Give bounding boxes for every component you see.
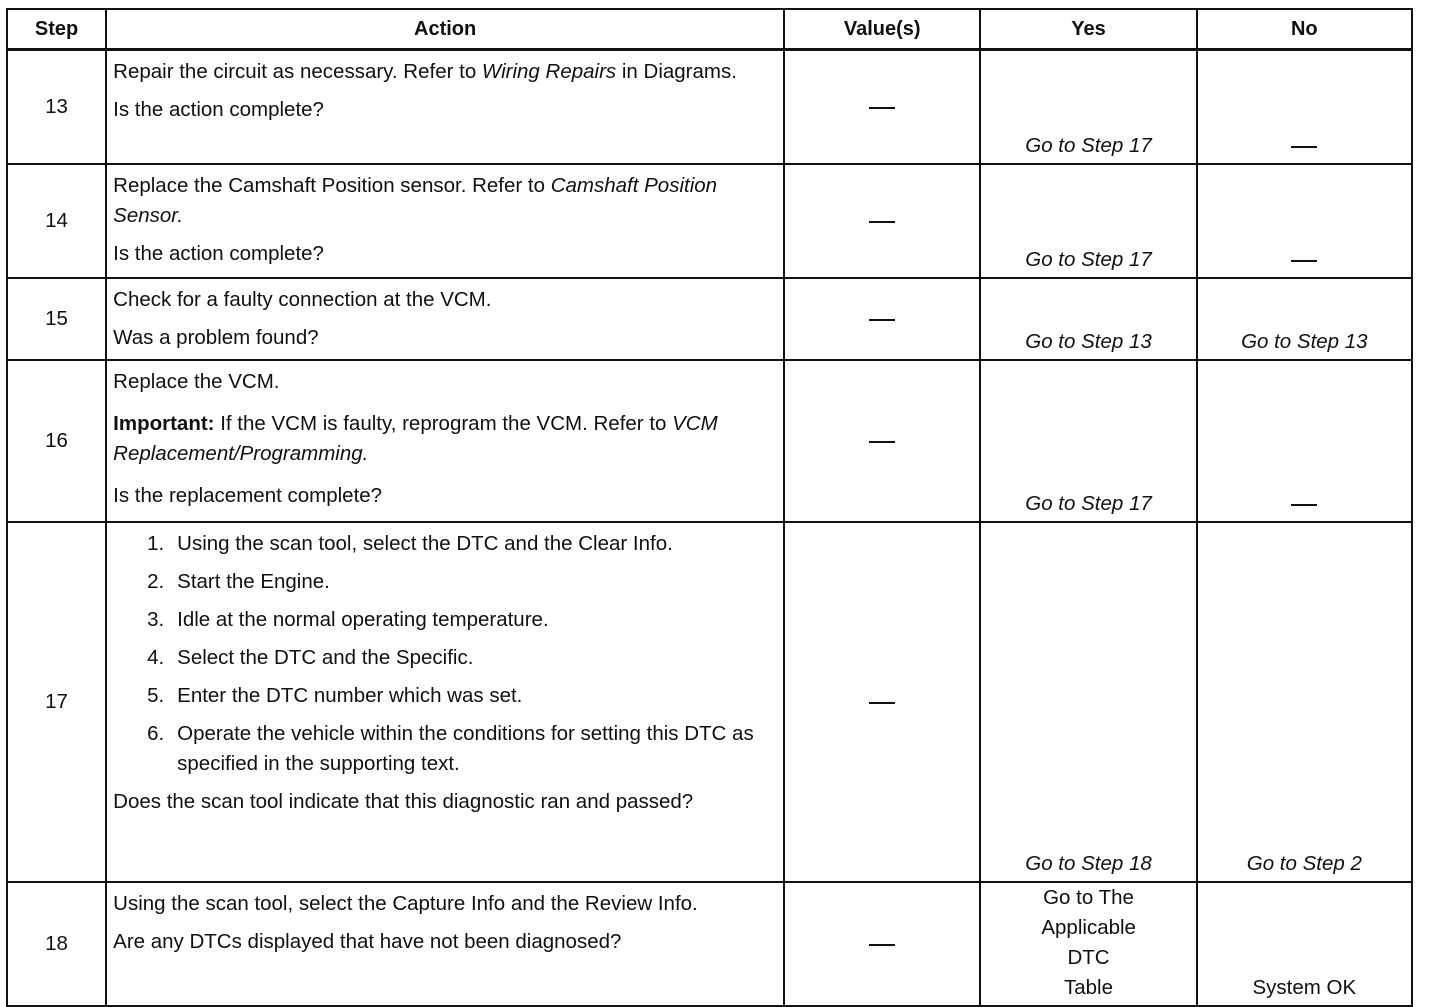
dash-mark: [1291, 260, 1317, 262]
yes-goto: Go to Step 17: [1025, 248, 1152, 271]
action-text-part: Repair the circuit as necessary. Refer to: [113, 60, 482, 83]
table-row-step-18: [7, 882, 1412, 1006]
list-item-number: 1.: [147, 532, 165, 555]
no-cell: [1197, 360, 1412, 522]
table-row-step-17: [7, 522, 1412, 882]
yes-cell: [980, 50, 1196, 165]
reference-link-text: Wiring Repairs: [481, 60, 617, 83]
yes-cell: [980, 278, 1196, 360]
list-item-number: 2.: [147, 570, 165, 593]
no-cell: [1197, 164, 1412, 278]
list-item-number: 3.: [147, 608, 165, 631]
step-number: 16: [7, 360, 106, 522]
diagnostic-table-page: [6, 8, 1413, 1007]
action-question: Is the action complete?: [113, 242, 324, 265]
action-question: Does the scan tool indicate that this diagnostic ran and passed?: [113, 790, 694, 813]
action-text: [113, 57, 775, 87]
action-cell: [106, 278, 784, 360]
header-step: Step: [7, 9, 106, 50]
yes-cell: [980, 360, 1196, 522]
step-number: 13: [7, 50, 106, 165]
action-question: Is the action complete?: [113, 98, 324, 121]
list-item: [147, 567, 775, 597]
list-item-number: 4.: [147, 646, 165, 669]
action-cell: [106, 360, 784, 522]
value-cell: [784, 278, 980, 360]
list-item-text: Using the scan tool, select the DTC and the Clear Info.: [177, 532, 673, 555]
list-item-text: Start the Engine.: [177, 570, 330, 593]
header-yes: Yes: [980, 9, 1196, 50]
list-item-text: Idle at the normal operating temperature.: [177, 608, 549, 631]
action-text-part: in Diagrams.: [616, 60, 737, 83]
action-cell: [106, 882, 784, 1006]
no-cell: [1197, 522, 1412, 882]
no-cell: [1197, 882, 1412, 1006]
list-item: [147, 529, 775, 559]
no-cell: [1197, 278, 1412, 360]
list-item: [147, 605, 775, 635]
table-row-step-14: [7, 164, 1412, 278]
list-item: [147, 719, 775, 779]
list-item-number: 5.: [147, 684, 165, 707]
value-cell: [784, 50, 980, 165]
action-cell: [106, 522, 784, 882]
dash-mark: [1291, 504, 1317, 506]
step-number: 17: [7, 522, 106, 882]
important-label: Important:: [113, 412, 215, 435]
yes-cell: [980, 164, 1196, 278]
action-text: Check for a faulty connection at the VCM.: [113, 288, 492, 311]
table-row-step-15: [7, 278, 1412, 360]
yes-cell: [980, 882, 1196, 1006]
header-no: No: [1197, 9, 1412, 50]
yes-goto: Go to Step 18: [1025, 852, 1152, 875]
header-row: [7, 9, 1412, 50]
important-note: [113, 409, 775, 469]
yes-goto: Go to Step 17: [1025, 134, 1152, 157]
list-item: [147, 643, 775, 673]
list-item-text: Select the DTC and the Specific.: [177, 646, 474, 669]
no-goto: Go to Step 2: [1246, 852, 1362, 875]
action-question: Is the replacement complete?: [113, 484, 383, 507]
header-values: Value(s): [784, 9, 980, 50]
header-action: Action: [106, 9, 784, 50]
list-item-text: Operate the vehicle within the conditions for setting this DTC as specified in the supporting text.: [177, 722, 754, 775]
no-goto: Go to Step 13: [1241, 330, 1368, 353]
no-result: System OK: [1252, 976, 1357, 999]
action-question: Was a problem found?: [113, 326, 319, 349]
value-cell: [784, 360, 980, 522]
procedure-list: [113, 529, 775, 779]
dash-mark: [869, 944, 895, 946]
reference-link-text: Camshaft Position Sensor.: [113, 174, 718, 227]
action-text: [113, 171, 775, 231]
action-text-part: Replace the Camshaft Position sensor. Refer to: [113, 174, 551, 197]
value-cell: [784, 522, 980, 882]
dash-mark: [869, 221, 895, 223]
list-item: [147, 681, 775, 711]
action-text: Using the scan tool, select the Capture Info and the Review Info.: [113, 892, 698, 915]
yes-goto: Go to Step 13: [1025, 330, 1152, 353]
value-cell: [784, 882, 980, 1006]
step-number: 15: [7, 278, 106, 360]
important-text: If the VCM is faulty, reprogram the VCM. Refer to: [214, 412, 673, 435]
table-row-step-13: [7, 50, 1412, 165]
no-cell: [1197, 50, 1412, 165]
table-row-step-16: [7, 360, 1412, 522]
action-text: Replace the VCM.: [113, 370, 280, 393]
step-number: 18: [7, 882, 106, 1006]
dash-mark: [869, 441, 895, 443]
list-item-number: 6.: [147, 722, 165, 745]
dash-mark: [869, 107, 895, 109]
dash-mark: [1291, 146, 1317, 148]
reference-link-text: VCM Replacement/Programming.: [113, 412, 718, 465]
action-question: Are any DTCs displayed that have not been diagnosed?: [113, 930, 622, 953]
value-cell: [784, 164, 980, 278]
action-cell: [106, 50, 784, 165]
yes-cell: [980, 522, 1196, 882]
yes-goto: Go to The Applicable DTC Table: [1041, 886, 1136, 999]
step-number: 14: [7, 164, 106, 278]
dash-mark: [869, 702, 895, 704]
diagnostic-table: [6, 8, 1413, 1007]
list-item-text: Enter the DTC number which was set.: [177, 684, 523, 707]
action-cell: [106, 164, 784, 278]
yes-goto: Go to Step 17: [1025, 492, 1152, 515]
dash-mark: [869, 319, 895, 321]
